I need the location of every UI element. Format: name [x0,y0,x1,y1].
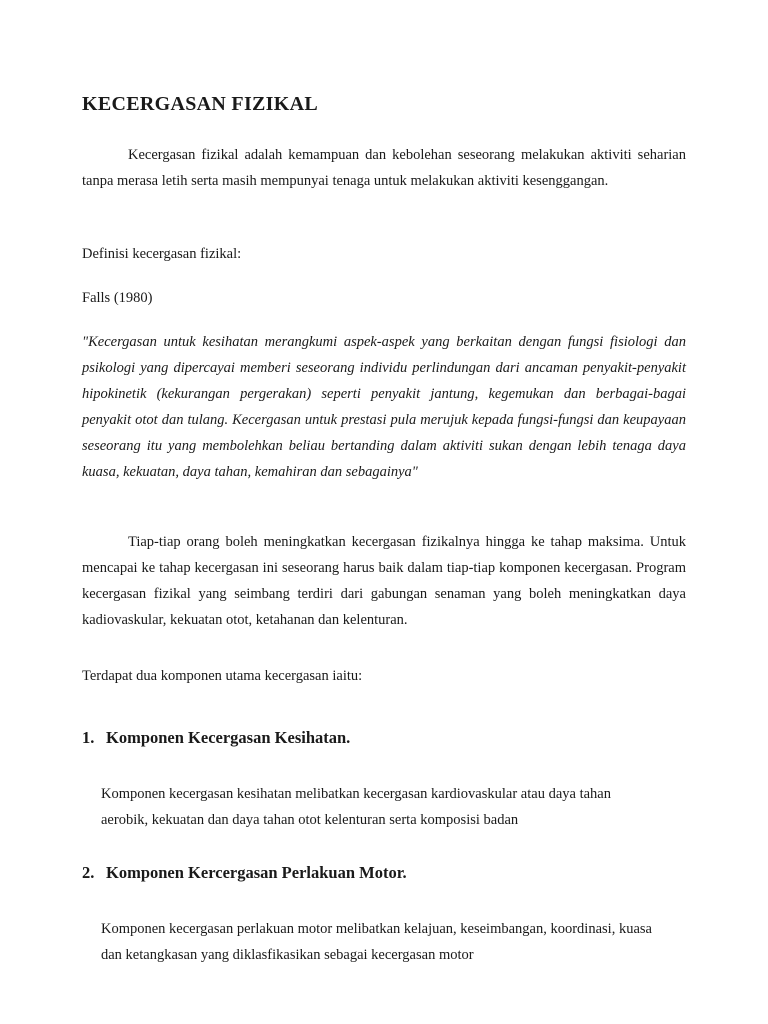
document-title: KECERGASAN FIZIKAL [82,93,318,115]
section-heading-health [82,725,686,751]
section-heading-motor [82,860,686,886]
fitness-paragraph: Tiap-tiap orang boleh meningkatkan kecergasan fizikalnya hingga ke tahap maksima. Untuk mencapai ke tahap kecergasan ini seseorang harus baik dalam tiap-tiap komponen kecergasan. Program kecergasan fizikal yang seimbang terdiri dari gabungan senaman yang boleh meningkatkan daya kadiovaskular, kekuatan otot, ketahanan dan kelenturan. [82,534,686,628]
definition-label: Definisi kecergasan fizikal: [82,246,242,262]
definition-quote: "Kecergasan untuk kesihatan merangkumi aspek-aspek yang berkaitan dengan fungsi fisiologi dan psikologi yang dipercayai memberi seseorang individu perlindungan dari ancaman penyakit-penyakit hipokinetik (kekurangan pergerakan) seperti penyakit jantung, kegemukan dan berbagai-bagai penyakit otot dan tulang. Kecergasan untuk prestasi pula merujuk kepada fungsi-fungsi dan keupayaan seseorang itu yang membolehkan beliau bertanding dalam aktiviti sukan dengan lebih tenaga daya kuasa, kekuatan, daya tahan, kemahiran dan sebagainya" [82,334,686,480]
section-number: 2. [82,863,95,882]
section-number: 1. [82,728,95,747]
section-body-motor: Komponen kecergasan perlakuan motor melibatkan kelajuan, keseimbangan, koordinasi, kuasa dan ketangkasan yang diklasfikasikan sebagai kecergasan motor [101,921,652,963]
section-heading-text: Komponen Kecergasan Kesihatan. [106,728,351,747]
components-intro: Terdapat dua komponen utama kecergasan iaitu: [82,668,363,684]
section-heading-text: Komponen Kercergasan Perlakuan Motor. [106,863,407,882]
intro-paragraph: Kecergasan fizikal adalah kemampuan dan kebolehan seseorang melakukan aktiviti seharian tanpa merasa letih serta masih mempunyai tenaga untuk melakukan aktiviti kesenggangan. [82,147,686,189]
section-body-health: Komponen kecergasan kesihatan melibatkan kecergasan kardiovaskular atau daya tahan aerobik, kekuatan dan daya tahan otot kelenturan serta komposisi badan [101,786,611,828]
citation: Falls (1980) [82,290,153,306]
